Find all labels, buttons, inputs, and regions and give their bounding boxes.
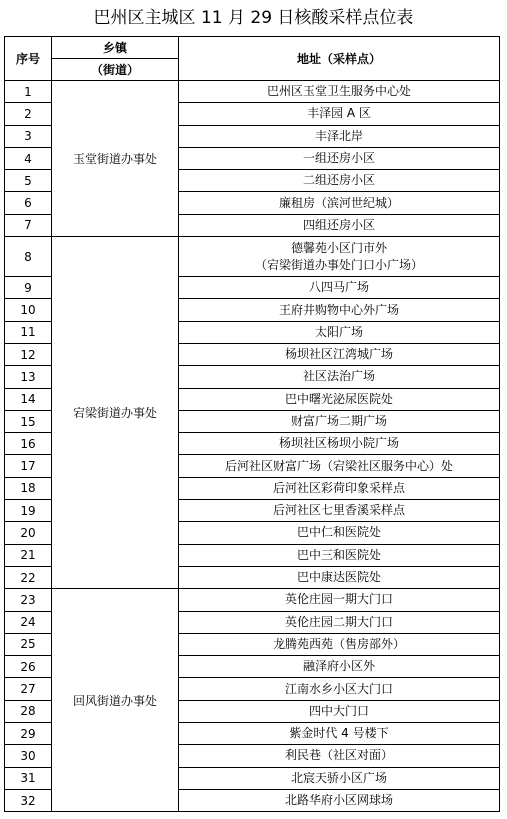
sampling-address: 四中大门口	[179, 700, 500, 722]
header-street: （街道）	[52, 59, 179, 81]
row-number: 29	[5, 723, 52, 745]
table-row	[5, 589, 500, 611]
page-title: 巴州区主城区 11 月 29 日核酸采样点位表	[93, 8, 414, 28]
sampling-address: 北宸天骄小区广场	[179, 767, 500, 789]
sampling-address: 巴中仁和医院处	[179, 522, 500, 544]
row-number: 26	[5, 656, 52, 678]
sampling-address: 融泽府小区外	[179, 656, 500, 678]
sampling-address: 杨坝社区江湾城广场	[179, 343, 500, 365]
sampling-address: 一组还房小区	[179, 147, 500, 169]
row-number: 19	[5, 500, 52, 522]
table-body	[5, 81, 500, 812]
row-number: 23	[5, 589, 52, 611]
sampling-address: 巴中康达医院处	[179, 566, 500, 588]
row-number: 18	[5, 477, 52, 499]
row-number: 30	[5, 745, 52, 767]
sampling-address: 丰泽北岸	[179, 125, 500, 147]
row-number: 13	[5, 366, 52, 388]
row-number: 8	[5, 237, 52, 277]
row-number: 14	[5, 388, 52, 410]
street-office: 玉堂街道办事处	[52, 81, 179, 237]
row-number: 11	[5, 321, 52, 343]
row-number: 20	[5, 522, 52, 544]
sampling-address: 巴中三和医院处	[179, 544, 500, 566]
sampling-address: 英伦庄园一期大门口	[179, 589, 500, 611]
sampling-address: 丰泽园 A 区	[179, 103, 500, 125]
sampling-address: 巴中曙光泌尿医院处	[179, 388, 500, 410]
row-number: 21	[5, 544, 52, 566]
row-number: 1	[5, 81, 52, 103]
sampling-address: 北路华府小区网球场	[179, 789, 500, 811]
row-number: 6	[5, 192, 52, 214]
street-office: 宕梁街道办事处	[52, 237, 179, 589]
row-number: 15	[5, 410, 52, 432]
sampling-address: 利民巷（社区对面）	[179, 745, 500, 767]
header-no: 序号	[5, 37, 52, 81]
row-number: 5	[5, 170, 52, 192]
sampling-address: 德馨苑小区门市外 （宕梁街道办事处门口小广场）	[179, 237, 500, 277]
row-number: 28	[5, 700, 52, 722]
row-number: 10	[5, 299, 52, 321]
sampling-address: 二组还房小区	[179, 170, 500, 192]
row-number: 25	[5, 633, 52, 655]
row-number: 7	[5, 214, 52, 236]
sampling-address: 廉租房（滨河世纪城）	[179, 192, 500, 214]
row-number: 22	[5, 566, 52, 588]
sampling-address: 杨坝社区杨坝小院广场	[179, 433, 500, 455]
sampling-address: 龙腾苑西苑（售房部外）	[179, 633, 500, 655]
sampling-address: 后河社区七里香溪采样点	[179, 500, 500, 522]
table-row	[5, 81, 500, 103]
sampling-address: 江南水乡小区大门口	[179, 678, 500, 700]
sampling-address: 后河社区财富广场（宕梁社区服务中心）处	[179, 455, 500, 477]
sampling-address: 王府井购物中心外广场	[179, 299, 500, 321]
header-address: 地址（采样点）	[179, 37, 500, 81]
sampling-address: 财富广场二期广场	[179, 410, 500, 432]
row-number: 32	[5, 789, 52, 811]
street-office: 回风街道办事处	[52, 589, 179, 812]
row-number: 17	[5, 455, 52, 477]
row-number: 2	[5, 103, 52, 125]
sampling-address: 社区法治广场	[179, 366, 500, 388]
sampling-address: 英伦庄园二期大门口	[179, 611, 500, 633]
sampling-sites-table	[4, 36, 500, 812]
sampling-address: 太阳广场	[179, 321, 500, 343]
row-number: 4	[5, 147, 52, 169]
table-row	[5, 237, 500, 277]
row-number: 27	[5, 678, 52, 700]
row-number: 9	[5, 277, 52, 299]
sampling-address: 紫金时代 4 号楼下	[179, 723, 500, 745]
sampling-address: 四组还房小区	[179, 214, 500, 236]
sampling-address: 八四马广场	[179, 277, 500, 299]
row-number: 24	[5, 611, 52, 633]
header-town: 乡镇	[52, 37, 179, 59]
sampling-address: 后河社区彩荷印象采样点	[179, 477, 500, 499]
row-number: 3	[5, 125, 52, 147]
row-number: 12	[5, 343, 52, 365]
row-number: 16	[5, 433, 52, 455]
sampling-address: 巴州区玉堂卫生服务中心处	[179, 81, 500, 103]
row-number: 31	[5, 767, 52, 789]
